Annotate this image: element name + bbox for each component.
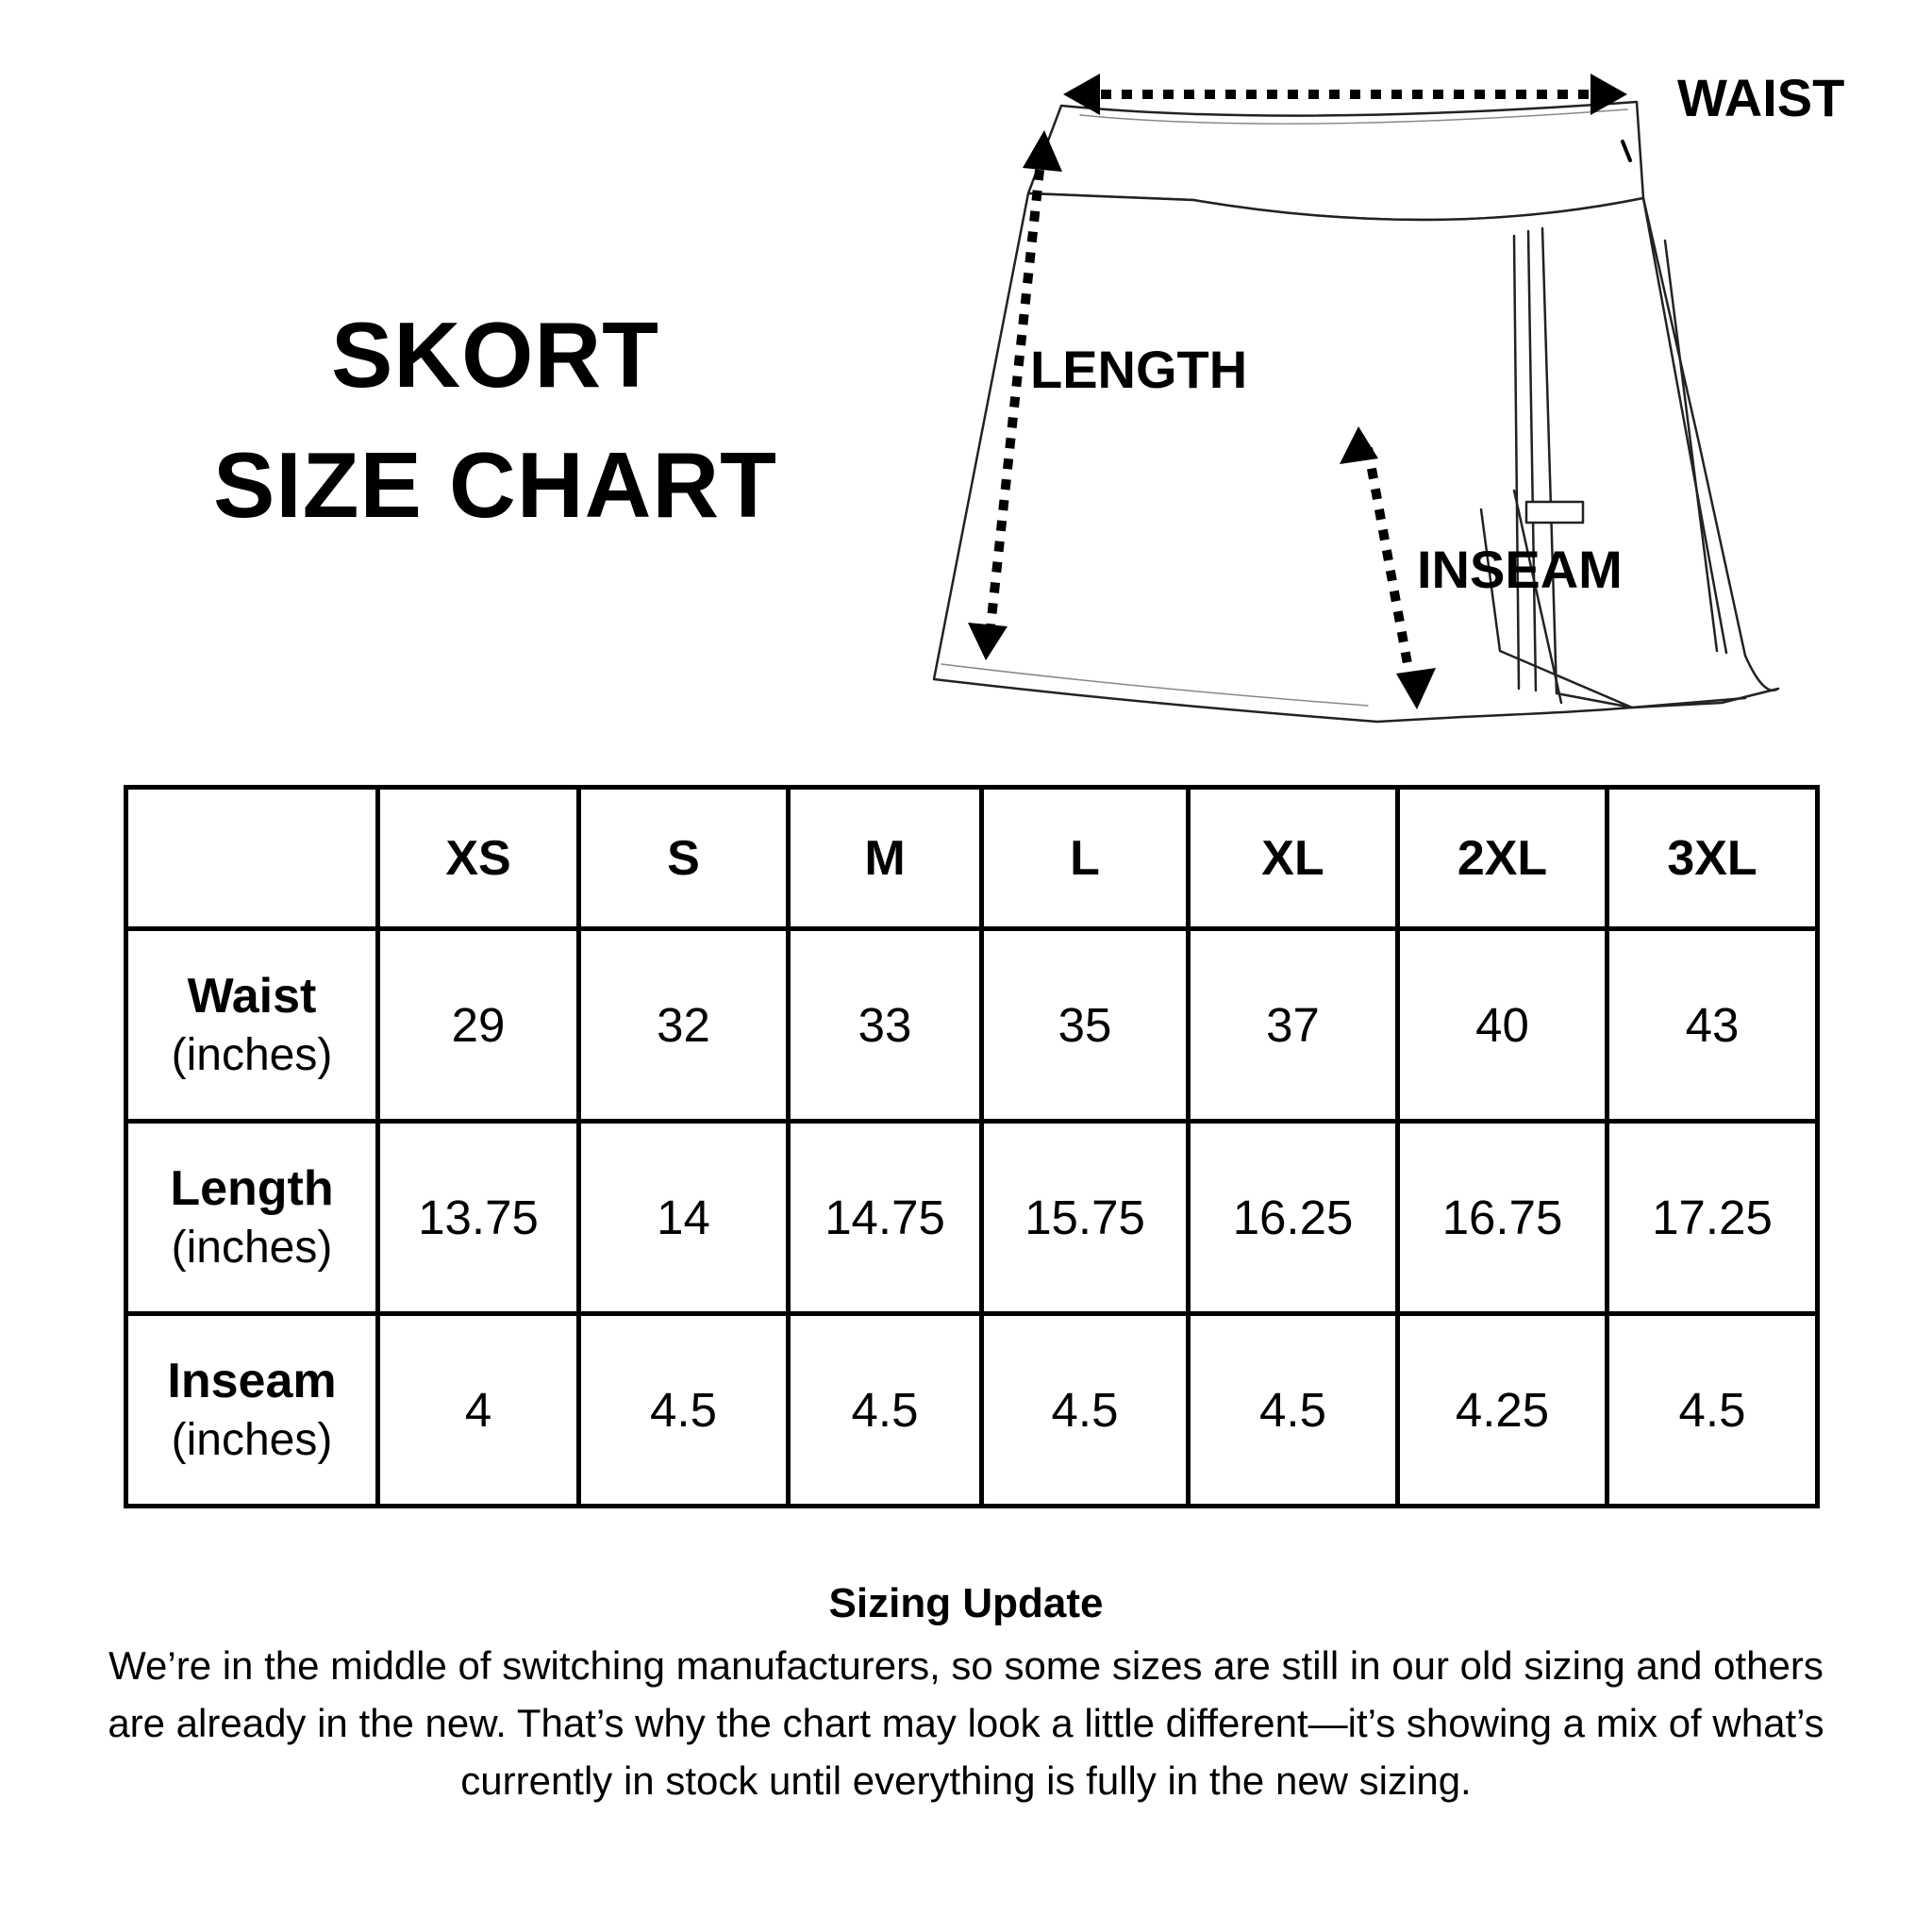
size-header: M: [789, 788, 982, 929]
table-cell: 17.25: [1607, 1122, 1818, 1314]
table-cell: 16.75: [1398, 1122, 1607, 1314]
size-header: 2XL: [1398, 788, 1607, 929]
table-row: [126, 1122, 1818, 1314]
table-cell: 4.5: [982, 1314, 1189, 1507]
table-cell: 14: [579, 1122, 789, 1314]
size-header: S: [579, 788, 789, 929]
row-label-length: [126, 1122, 378, 1314]
table-cell: 14.75: [789, 1122, 982, 1314]
table-cell: 40: [1398, 929, 1607, 1122]
size-header: L: [982, 788, 1189, 929]
table-cell: 15.75: [982, 1122, 1189, 1314]
row-unit: (inches): [171, 1415, 333, 1465]
table-cell: 16.25: [1189, 1122, 1398, 1314]
row-name: Length: [170, 1161, 334, 1216]
table-cell: 4.25: [1398, 1314, 1607, 1507]
table-cell: 33: [789, 929, 982, 1122]
size-header: XL: [1189, 788, 1398, 929]
row-unit: (inches): [171, 1223, 333, 1273]
table-cell: 35: [982, 929, 1189, 1122]
table-cell: 4.5: [579, 1314, 789, 1507]
table-cell: 37: [1189, 929, 1398, 1122]
table-cell: 29: [378, 929, 579, 1122]
row-label-waist: [126, 929, 378, 1122]
header-corner-cell: [126, 788, 378, 929]
row-unit: (inches): [171, 1030, 333, 1080]
table-row: [126, 929, 1818, 1122]
table-cell: 4.5: [789, 1314, 982, 1507]
waist-label: WAIST: [1677, 68, 1845, 127]
table-cell: 4: [378, 1314, 579, 1507]
table-cell: 43: [1607, 929, 1818, 1122]
length-label: LENGTH: [1030, 340, 1248, 399]
sizing-update-title: Sizing Update: [828, 1580, 1104, 1626]
header-row: [126, 788, 1818, 929]
inseam-label: INSEAM: [1417, 540, 1623, 599]
size-chart-table: [124, 785, 1820, 1508]
size-header: XS: [378, 788, 579, 929]
table-cell: 4.5: [1607, 1314, 1818, 1507]
row-name: Inseam: [167, 1354, 337, 1408]
table-cell: 32: [579, 929, 789, 1122]
table-row: [126, 1314, 1818, 1507]
size-header: 3XL: [1607, 788, 1818, 929]
page-title-line-1: SKORT: [331, 303, 659, 407]
row-name: Waist: [187, 969, 317, 1024]
page-title-line-2: SIZE CHART: [213, 433, 777, 537]
row-label-inseam: [126, 1314, 378, 1507]
sizing-update-text: We’re in the middle of switching manufacturers, so some sizes are still in our old sizing and others are already in the new. That’s why the chart may look a little different—it’s showing a mix of what’s currently in stock until everything is fully in the new sizing.: [108, 1643, 1824, 1803]
table-cell: 4.5: [1189, 1314, 1398, 1507]
table-cell: 13.75: [378, 1122, 579, 1314]
